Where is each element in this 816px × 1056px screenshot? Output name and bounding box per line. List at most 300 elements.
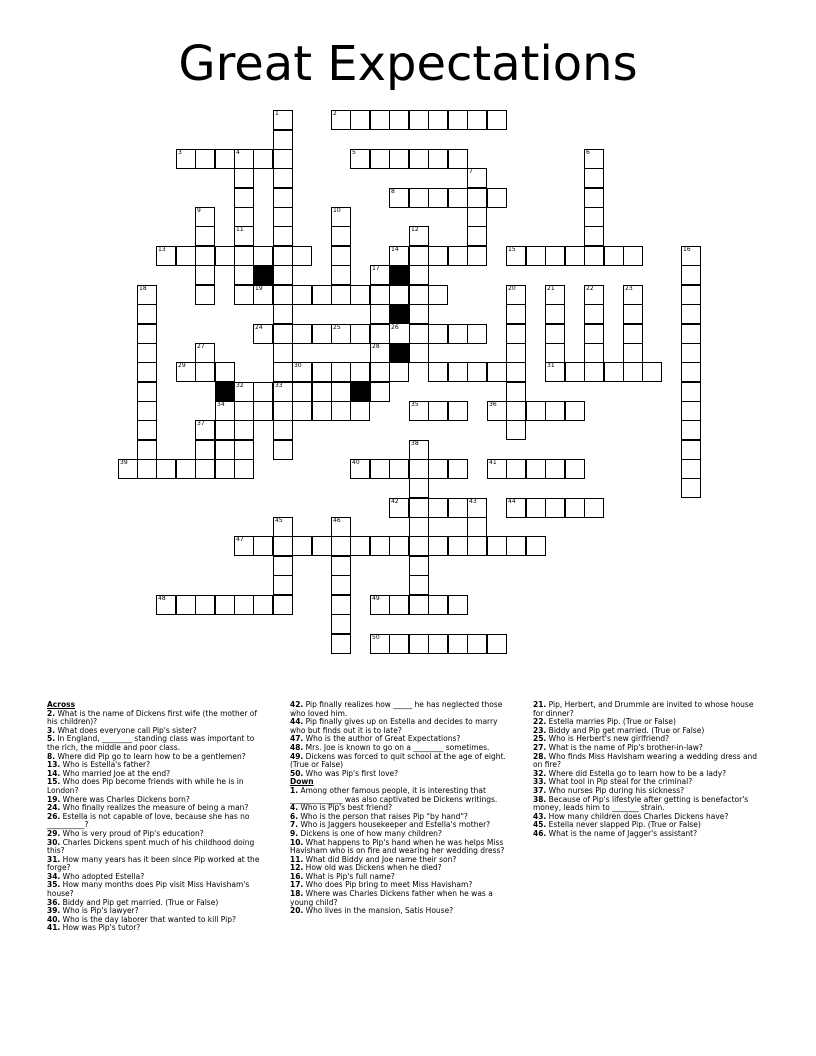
- grid-cell[interactable]: [409, 575, 429, 595]
- clue-number: 5: [352, 149, 356, 156]
- grid-cell[interactable]: [215, 362, 235, 382]
- grid-cell[interactable]: [253, 595, 273, 615]
- grid-cell[interactable]: [545, 498, 565, 518]
- across-clue-list-continued: [290, 701, 513, 778]
- grid-cell[interactable]: [409, 517, 429, 537]
- grid-cell[interactable]: [292, 382, 312, 402]
- grid-cell[interactable]: [195, 459, 215, 479]
- grid-cell[interactable]: [409, 246, 429, 266]
- grid-cell[interactable]: [137, 382, 157, 402]
- clue-number: 43: [469, 498, 477, 505]
- grid-cell[interactable]: [195, 595, 215, 615]
- grid-cell[interactable]: [253, 149, 273, 169]
- grid-cell[interactable]: [195, 246, 215, 266]
- grid-cell[interactable]: [467, 246, 487, 266]
- clue-item-text: What is the name of Pip's brother-in-law?: [546, 742, 703, 752]
- grid-cell[interactable]: [273, 304, 293, 324]
- grid-cell[interactable]: [195, 285, 215, 305]
- grid-cell[interactable]: [428, 362, 448, 382]
- clue-item-number: 40.: [47, 914, 61, 924]
- grid-cell[interactable]: [409, 595, 429, 615]
- grid-cell[interactable]: [312, 362, 332, 382]
- grid-cell[interactable]: [545, 246, 565, 266]
- grid-cell[interactable]: [467, 536, 487, 556]
- grid-cell[interactable]: [176, 459, 196, 479]
- grid-cell[interactable]: [331, 362, 351, 382]
- clue-item-number: 36.: [47, 897, 61, 907]
- grid-cell[interactable]: [331, 246, 351, 266]
- grid-cell[interactable]: [331, 556, 351, 576]
- grid-cell[interactable]: [506, 420, 526, 440]
- grid-cell[interactable]: [681, 401, 701, 421]
- grid-cell[interactable]: [292, 285, 312, 305]
- grid-cell[interactable]: [389, 285, 409, 305]
- grid-cell[interactable]: [584, 226, 604, 246]
- grid-cell[interactable]: [565, 459, 585, 479]
- grid-cell[interactable]: [176, 595, 196, 615]
- clue-number: 23: [625, 285, 633, 292]
- grid-cell[interactable]: [428, 459, 448, 479]
- grid-cell[interactable]: [584, 343, 604, 363]
- black-cell: [389, 265, 409, 285]
- clue-item-text: Charles Dickens spent much of his childhood doing this?: [47, 837, 255, 856]
- grid-cell[interactable]: [331, 285, 351, 305]
- clue-item-number: 44.: [290, 717, 304, 727]
- clue-item-text: Where did Estella go to learn how to be a lady?: [546, 768, 727, 778]
- grid-cell[interactable]: [428, 149, 448, 169]
- grid-cell[interactable]: [273, 401, 293, 421]
- grid-cell[interactable]: [273, 130, 293, 150]
- grid-cell[interactable]: [681, 304, 701, 324]
- grid-cell[interactable]: [506, 362, 526, 382]
- grid-cell[interactable]: [273, 575, 293, 595]
- grid-cell[interactable]: [273, 536, 293, 556]
- grid-cell[interactable]: [312, 536, 332, 556]
- clue-item-text: Who is Jaggers housekeeper and Estella's mother?: [298, 820, 491, 830]
- grid-cell[interactable]: [370, 382, 390, 402]
- clue-number: 39: [120, 459, 128, 466]
- grid-cell[interactable]: [428, 536, 448, 556]
- grid-cell[interactable]: [215, 246, 235, 266]
- grid-cell[interactable]: [331, 575, 351, 595]
- grid-cell[interactable]: [370, 304, 390, 324]
- clue-item: [47, 924, 269, 933]
- clue-item-text: Biddy and Pip get married. (True or False): [60, 897, 219, 907]
- grid-cell[interactable]: [409, 304, 429, 324]
- grid-cell[interactable]: [331, 265, 351, 285]
- grid-cell[interactable]: [137, 459, 157, 479]
- grid-cell[interactable]: [215, 149, 235, 169]
- grid-cell[interactable]: [506, 324, 526, 344]
- clue-item-number: 30.: [47, 837, 61, 847]
- clue-item-number: 49.: [290, 751, 304, 761]
- grid-cell[interactable]: [428, 401, 448, 421]
- grid-cell[interactable]: [584, 207, 604, 227]
- grid-cell[interactable]: [273, 168, 293, 188]
- clue-item: [290, 907, 513, 916]
- grid-cell[interactable]: [409, 536, 429, 556]
- grid-cell[interactable]: [273, 226, 293, 246]
- clue-number: 50: [372, 634, 380, 641]
- grid-cell[interactable]: [526, 536, 546, 556]
- grid-cell[interactable]: [389, 110, 409, 130]
- grid-cell[interactable]: [409, 285, 429, 305]
- grid-cell[interactable]: [448, 634, 468, 654]
- grid-cell[interactable]: [409, 110, 429, 130]
- clue-number: 22: [586, 285, 594, 292]
- grid-cell[interactable]: [467, 324, 487, 344]
- grid-cell[interactable]: [350, 362, 370, 382]
- grid-cell[interactable]: [409, 459, 429, 479]
- grid-cell[interactable]: [448, 595, 468, 615]
- grid-cell[interactable]: [545, 459, 565, 479]
- grid-cell[interactable]: [467, 517, 487, 537]
- grid-cell[interactable]: [234, 595, 254, 615]
- grid-cell[interactable]: [195, 226, 215, 246]
- clue-item-text: What did Biddy and Joe name their son?: [303, 854, 457, 864]
- grid-cell[interactable]: [467, 110, 487, 130]
- grid-cell[interactable]: [604, 362, 624, 382]
- grid-cell[interactable]: [253, 382, 273, 402]
- clue-item-text: Who finds Miss Havisham wearing a wedding dress and on fire?: [533, 751, 758, 770]
- grid-cell[interactable]: [681, 478, 701, 498]
- grid-cell[interactable]: [273, 149, 293, 169]
- clue-item: [290, 753, 513, 770]
- grid-cell[interactable]: [584, 362, 604, 382]
- grid-cell[interactable]: [389, 536, 409, 556]
- grid-cell[interactable]: [176, 246, 196, 266]
- grid-cell[interactable]: [137, 324, 157, 344]
- grid-cell[interactable]: [253, 536, 273, 556]
- grid-cell[interactable]: [273, 595, 293, 615]
- grid-cell[interactable]: [312, 324, 332, 344]
- clue-item-text: How old was Dickens when he died?: [303, 863, 442, 873]
- grid-cell[interactable]: [409, 478, 429, 498]
- grid-cell[interactable]: [584, 498, 604, 518]
- clue-item: [47, 881, 269, 898]
- grid-cell[interactable]: [584, 304, 604, 324]
- clue-item-text: Who nurses Pip during his sickness?: [546, 785, 685, 795]
- grid-cell[interactable]: [487, 188, 507, 208]
- grid-cell[interactable]: [156, 459, 176, 479]
- grid-cell[interactable]: [409, 498, 429, 518]
- grid-cell[interactable]: [487, 362, 507, 382]
- grid-cell[interactable]: [350, 110, 370, 130]
- across-header: Across: [47, 700, 76, 709]
- grid-cell[interactable]: [409, 634, 429, 654]
- grid-cell[interactable]: [428, 285, 448, 305]
- grid-cell[interactable]: [545, 343, 565, 363]
- grid-cell[interactable]: [292, 536, 312, 556]
- grid-cell[interactable]: [448, 401, 468, 421]
- clue-item-number: 23.: [533, 725, 547, 735]
- grid-cell[interactable]: [389, 634, 409, 654]
- clue-item-number: 19.: [47, 794, 61, 804]
- grid-cell[interactable]: [448, 536, 468, 556]
- grid-cell[interactable]: [681, 324, 701, 344]
- grid-cell[interactable]: [331, 614, 351, 634]
- grid-cell[interactable]: [526, 459, 546, 479]
- grid-cell[interactable]: [448, 110, 468, 130]
- grid-cell[interactable]: [565, 362, 585, 382]
- grid-cell[interactable]: [137, 343, 157, 363]
- grid-cell[interactable]: [137, 362, 157, 382]
- clue-item-text: Who does Pip bring to meet Miss Havisham?: [303, 880, 473, 890]
- grid-cell[interactable]: [565, 246, 585, 266]
- clue-number: 3: [178, 149, 182, 156]
- grid-cell[interactable]: [584, 246, 604, 266]
- grid-cell[interactable]: [623, 362, 643, 382]
- grid-cell[interactable]: [623, 246, 643, 266]
- clue-item-number: 18.: [290, 889, 304, 899]
- grid-cell[interactable]: [448, 324, 468, 344]
- grid-cell[interactable]: [350, 285, 370, 305]
- grid-cell[interactable]: [215, 440, 235, 460]
- clue-item-text: Estella is not capable of love, because she has no __________?: [47, 811, 250, 830]
- grid-cell[interactable]: [350, 536, 370, 556]
- grid-cell[interactable]: [312, 285, 332, 305]
- grid-cell[interactable]: [137, 440, 157, 460]
- grid-cell[interactable]: [331, 595, 351, 615]
- grid-cell[interactable]: [448, 246, 468, 266]
- grid-cell[interactable]: [448, 362, 468, 382]
- grid-cell[interactable]: [506, 536, 526, 556]
- grid-cell[interactable]: [234, 459, 254, 479]
- grid-cell[interactable]: [428, 110, 448, 130]
- clue-number: 37: [197, 420, 205, 427]
- grid-cell[interactable]: [234, 188, 254, 208]
- grid-cell[interactable]: [428, 498, 448, 518]
- clue-number: 42: [391, 498, 399, 505]
- clue-number: 11: [236, 226, 244, 233]
- grid-cell[interactable]: [215, 595, 235, 615]
- grid-cell[interactable]: [526, 498, 546, 518]
- grid-cell[interactable]: [234, 420, 254, 440]
- grid-cell[interactable]: [215, 420, 235, 440]
- grid-cell[interactable]: [506, 459, 526, 479]
- grid-cell[interactable]: [681, 440, 701, 460]
- grid-cell[interactable]: [428, 324, 448, 344]
- grid-cell[interactable]: [273, 556, 293, 576]
- grid-cell[interactable]: [448, 459, 468, 479]
- clue-item-text: Dickens is one of how many children?: [298, 828, 442, 838]
- grid-cell[interactable]: [137, 401, 157, 421]
- clue-item-number: 2.: [47, 708, 56, 718]
- clue-item-text: Who is Pip's best friend?: [298, 803, 393, 813]
- grid-cell[interactable]: [234, 246, 254, 266]
- grid-cell[interactable]: [137, 420, 157, 440]
- grid-cell[interactable]: [584, 324, 604, 344]
- grid-cell[interactable]: [681, 362, 701, 382]
- grid-cell[interactable]: [292, 246, 312, 266]
- grid-cell[interactable]: [389, 362, 409, 382]
- clue-number: 49: [372, 595, 380, 602]
- clue-item-number: 20.: [290, 906, 304, 916]
- grid-cell[interactable]: [273, 420, 293, 440]
- grid-cell[interactable]: [389, 459, 409, 479]
- grid-cell[interactable]: [273, 188, 293, 208]
- grid-cell[interactable]: [623, 304, 643, 324]
- grid-cell[interactable]: [195, 149, 215, 169]
- clue-item-text: Who is the day laborer that wanted to kill Pip?: [60, 914, 236, 924]
- across-clue-list: [47, 710, 269, 933]
- grid-cell[interactable]: [234, 265, 254, 285]
- grid-cell[interactable]: [350, 401, 370, 421]
- grid-cell[interactable]: [195, 265, 215, 285]
- grid-cell[interactable]: [273, 265, 293, 285]
- grid-cell[interactable]: [448, 498, 468, 518]
- grid-cell[interactable]: [273, 207, 293, 227]
- grid-cell[interactable]: [623, 324, 643, 344]
- clue-item: [47, 710, 269, 727]
- grid-cell[interactable]: [273, 440, 293, 460]
- grid-cell[interactable]: [370, 110, 390, 130]
- grid-cell[interactable]: [234, 168, 254, 188]
- clue-item-text: What happens to Pip's hand when he was helps Miss Havisham who is on fire and wearing her wedding dress?: [290, 837, 505, 856]
- clue-number: 34: [217, 401, 225, 408]
- clue-item-text: Who was Pip's first love?: [303, 768, 399, 778]
- grid-cell[interactable]: [487, 110, 507, 130]
- grid-cell[interactable]: [681, 285, 701, 305]
- grid-cell[interactable]: [331, 226, 351, 246]
- grid-cell[interactable]: [467, 188, 487, 208]
- grid-cell[interactable]: [642, 362, 662, 382]
- clue-number: 47: [236, 536, 244, 543]
- grid-cell[interactable]: [292, 401, 312, 421]
- grid-cell[interactable]: [409, 556, 429, 576]
- grid-cell[interactable]: [506, 382, 526, 402]
- grid-cell[interactable]: [215, 459, 235, 479]
- grid-cell[interactable]: [253, 401, 273, 421]
- clue-item-text: Who is Herbert's new girlfriend?: [546, 734, 670, 744]
- clue-number: 46: [333, 517, 341, 524]
- clue-item-text: Who is Pip's lawyer?: [60, 906, 139, 916]
- grid-cell[interactable]: [350, 324, 370, 344]
- grid-cell[interactable]: [331, 634, 351, 654]
- clue-number: 24: [255, 324, 263, 331]
- grid-cell[interactable]: [448, 188, 468, 208]
- grid-cell[interactable]: [428, 595, 448, 615]
- grid-cell[interactable]: [526, 401, 546, 421]
- clue-item-number: 22.: [533, 717, 547, 727]
- grid-cell[interactable]: [448, 149, 468, 169]
- grid-cell[interactable]: [545, 401, 565, 421]
- grid-cell[interactable]: [604, 246, 624, 266]
- grid-cell[interactable]: [681, 265, 701, 285]
- grid-cell[interactable]: [545, 324, 565, 344]
- grid-cell[interactable]: [409, 343, 429, 363]
- clue-item-text: What tool in Pip steal for the criminal?: [546, 777, 693, 787]
- grid-cell[interactable]: [331, 536, 351, 556]
- grid-cell[interactable]: [526, 246, 546, 266]
- grid-cell[interactable]: [506, 343, 526, 363]
- grid-cell[interactable]: [234, 440, 254, 460]
- grid-cell[interactable]: [273, 285, 293, 305]
- grid-cell[interactable]: [370, 536, 390, 556]
- clue-item-number: 1.: [290, 785, 299, 795]
- grid-cell[interactable]: [545, 304, 565, 324]
- clue-item: [47, 839, 269, 856]
- grid-cell[interactable]: [681, 420, 701, 440]
- clue-number: 41: [489, 459, 497, 466]
- clue-item-text: Pip, Herbert, and Drummle are invited to whose house for dinner?: [533, 700, 754, 718]
- grid-cell[interactable]: [467, 226, 487, 246]
- grid-cell[interactable]: [273, 343, 293, 363]
- clue-item-text: Who is Estella's father?: [60, 760, 151, 770]
- grid-cell[interactable]: [253, 246, 273, 266]
- clue-item-number: 21.: [533, 700, 547, 709]
- grid-cell[interactable]: [312, 401, 332, 421]
- grid-cell[interactable]: [234, 207, 254, 227]
- grid-cell[interactable]: [370, 459, 390, 479]
- grid-cell[interactable]: [584, 188, 604, 208]
- grid-cell[interactable]: [428, 634, 448, 654]
- clue-item-number: 31.: [47, 854, 61, 864]
- clue-number: 28: [372, 343, 380, 350]
- grid-cell[interactable]: [467, 362, 487, 382]
- grid-cell[interactable]: [428, 246, 448, 266]
- grid-cell[interactable]: [467, 634, 487, 654]
- grid-cell[interactable]: [273, 362, 293, 382]
- grid-cell[interactable]: [389, 149, 409, 169]
- grid-cell[interactable]: [389, 595, 409, 615]
- clue-item-number: 14.: [47, 768, 61, 778]
- grid-cell[interactable]: [273, 324, 293, 344]
- clue-item: [533, 830, 763, 839]
- grid-cell[interactable]: [331, 382, 351, 402]
- grid-cell[interactable]: [584, 168, 604, 188]
- grid-cell[interactable]: [467, 207, 487, 227]
- clue-number: 20: [508, 285, 516, 292]
- grid-cell[interactable]: [292, 324, 312, 344]
- grid-cell[interactable]: [681, 459, 701, 479]
- grid-cell[interactable]: [487, 536, 507, 556]
- grid-cell[interactable]: [370, 324, 390, 344]
- grid-cell[interactable]: [370, 149, 390, 169]
- grid-cell[interactable]: [370, 362, 390, 382]
- grid-cell[interactable]: [623, 343, 643, 363]
- grid-cell[interactable]: [506, 304, 526, 324]
- grid-cell[interactable]: [409, 265, 429, 285]
- grid-cell[interactable]: [428, 188, 448, 208]
- clue-item-text: Biddy and Pip get married. (True or False): [546, 725, 705, 735]
- grid-cell[interactable]: [312, 382, 332, 402]
- grid-cell[interactable]: [681, 343, 701, 363]
- grid-cell[interactable]: [370, 285, 390, 305]
- clue-number: 45: [275, 517, 283, 524]
- clue-item-text: How was Pip's tutor?: [60, 923, 141, 933]
- grid-cell[interactable]: [409, 324, 429, 344]
- grid-cell[interactable]: [506, 401, 526, 421]
- grid-cell[interactable]: [565, 401, 585, 421]
- grid-cell[interactable]: [273, 246, 293, 266]
- grid-cell[interactable]: [331, 401, 351, 421]
- grid-cell[interactable]: [137, 304, 157, 324]
- grid-cell[interactable]: [234, 401, 254, 421]
- grid-cell[interactable]: [565, 498, 585, 518]
- grid-cell[interactable]: [681, 382, 701, 402]
- clue-item-text: Estella marries Pip. (True or False): [546, 717, 676, 727]
- grid-cell[interactable]: [195, 440, 215, 460]
- clue-item-number: 45.: [533, 820, 547, 830]
- clue-item-text: Where was Charles Dickens father when he was a young child?: [290, 889, 493, 907]
- grid-cell[interactable]: [487, 634, 507, 654]
- grid-cell[interactable]: [234, 285, 254, 305]
- grid-cell[interactable]: [195, 362, 215, 382]
- clue-item-text: Among other famous people, it is interesting that ______________ was also captivated be Dickens writings.: [290, 785, 498, 804]
- grid-cell[interactable]: [409, 149, 429, 169]
- grid-cell[interactable]: [409, 188, 429, 208]
